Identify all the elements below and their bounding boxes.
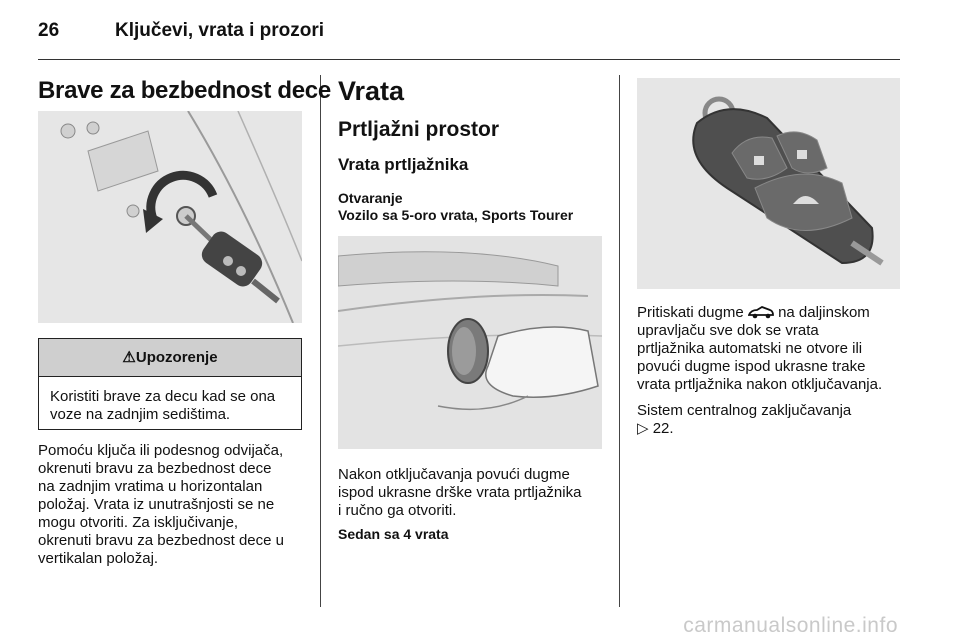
text-line: upravljaču sve dok se vrata [637, 322, 819, 339]
tailgate-car-icon [748, 306, 774, 320]
text-line: na zadnjim vratima u horizontalan [38, 478, 263, 495]
tailgate-handle-illustration [338, 236, 602, 449]
tailgate-instructions [338, 466, 613, 520]
text-line: položaj. Vrata iz unutrašnjosti se ne [38, 496, 275, 513]
text-line: Nakon otključavanja povući dugme [338, 466, 570, 483]
remote-key-illustration [637, 78, 900, 289]
text-line: i ručno ga otvoriti. [338, 502, 457, 519]
subheading-sedan: Sedan sa 4 vrata [338, 526, 449, 542]
child-lock-instructions [38, 442, 313, 568]
central-locking-reference [637, 402, 907, 438]
subheading-5-door: Vozilo sa 5-oro vrata, Sports Tourer [338, 207, 574, 223]
section-heading-luggage: Prtljažni prostor [338, 118, 500, 141]
subheading-opening: Otvaranje [338, 190, 403, 206]
remote-instructions [637, 304, 907, 394]
warning-title: Upozorenje [135, 349, 218, 366]
section-heading-doors: Vrata [338, 76, 405, 106]
page-ref-arrow-icon: ▷ [637, 420, 649, 437]
text-line: okrenuti bravu za bezbednost dece u [38, 532, 284, 549]
text-line: prtljažnika automatski ne otvore ili [637, 340, 863, 357]
header-divider [38, 59, 900, 60]
child-lock-illustration [38, 111, 302, 323]
text-span: Pritiskati dugme [637, 304, 744, 321]
section-heading-child-locks: Brave za bezbednost dece [38, 77, 331, 104]
text-span: na daljinskom [778, 304, 870, 321]
text-line-with-icon [637, 304, 907, 322]
text-line: vertikalan položaj. [38, 550, 159, 567]
text-line: vrata prtljažnika nakon otključavanja. [637, 376, 883, 393]
page-number: 26 [38, 20, 60, 41]
text-line: okrenuti bravu za bezbednost dece [38, 460, 272, 477]
text-line: Pomoću ključa ili podesnog odvijača, [38, 442, 284, 459]
page-ref-number[interactable]: 22. [652, 420, 674, 437]
warning-header [39, 339, 301, 377]
text-line: povući dugme ispod ukrasne trake [637, 358, 866, 375]
warning-text: Koristiti brave za decu kad se ona voze na zadnjim sedištima. [50, 388, 276, 423]
page-reference[interactable] [637, 420, 907, 438]
section-heading-tailgate: Vrata prtljažnika [338, 155, 469, 174]
column-divider-left [320, 75, 321, 607]
text-line: mogu otvoriti. Za isključivanje, [38, 514, 239, 531]
text-line: Sistem centralnog zaključavanja [637, 402, 852, 419]
column-divider-right [619, 75, 620, 607]
watermark: carmanualsonline.info [683, 614, 898, 637]
warning-triangle-icon: ⚠ [122, 349, 136, 366]
warning-box [38, 338, 302, 430]
chapter-title: Ključevi, vrata i prozori [115, 20, 325, 41]
text-line: ispod ukrasne drške vrata prtljažnika [338, 484, 582, 501]
